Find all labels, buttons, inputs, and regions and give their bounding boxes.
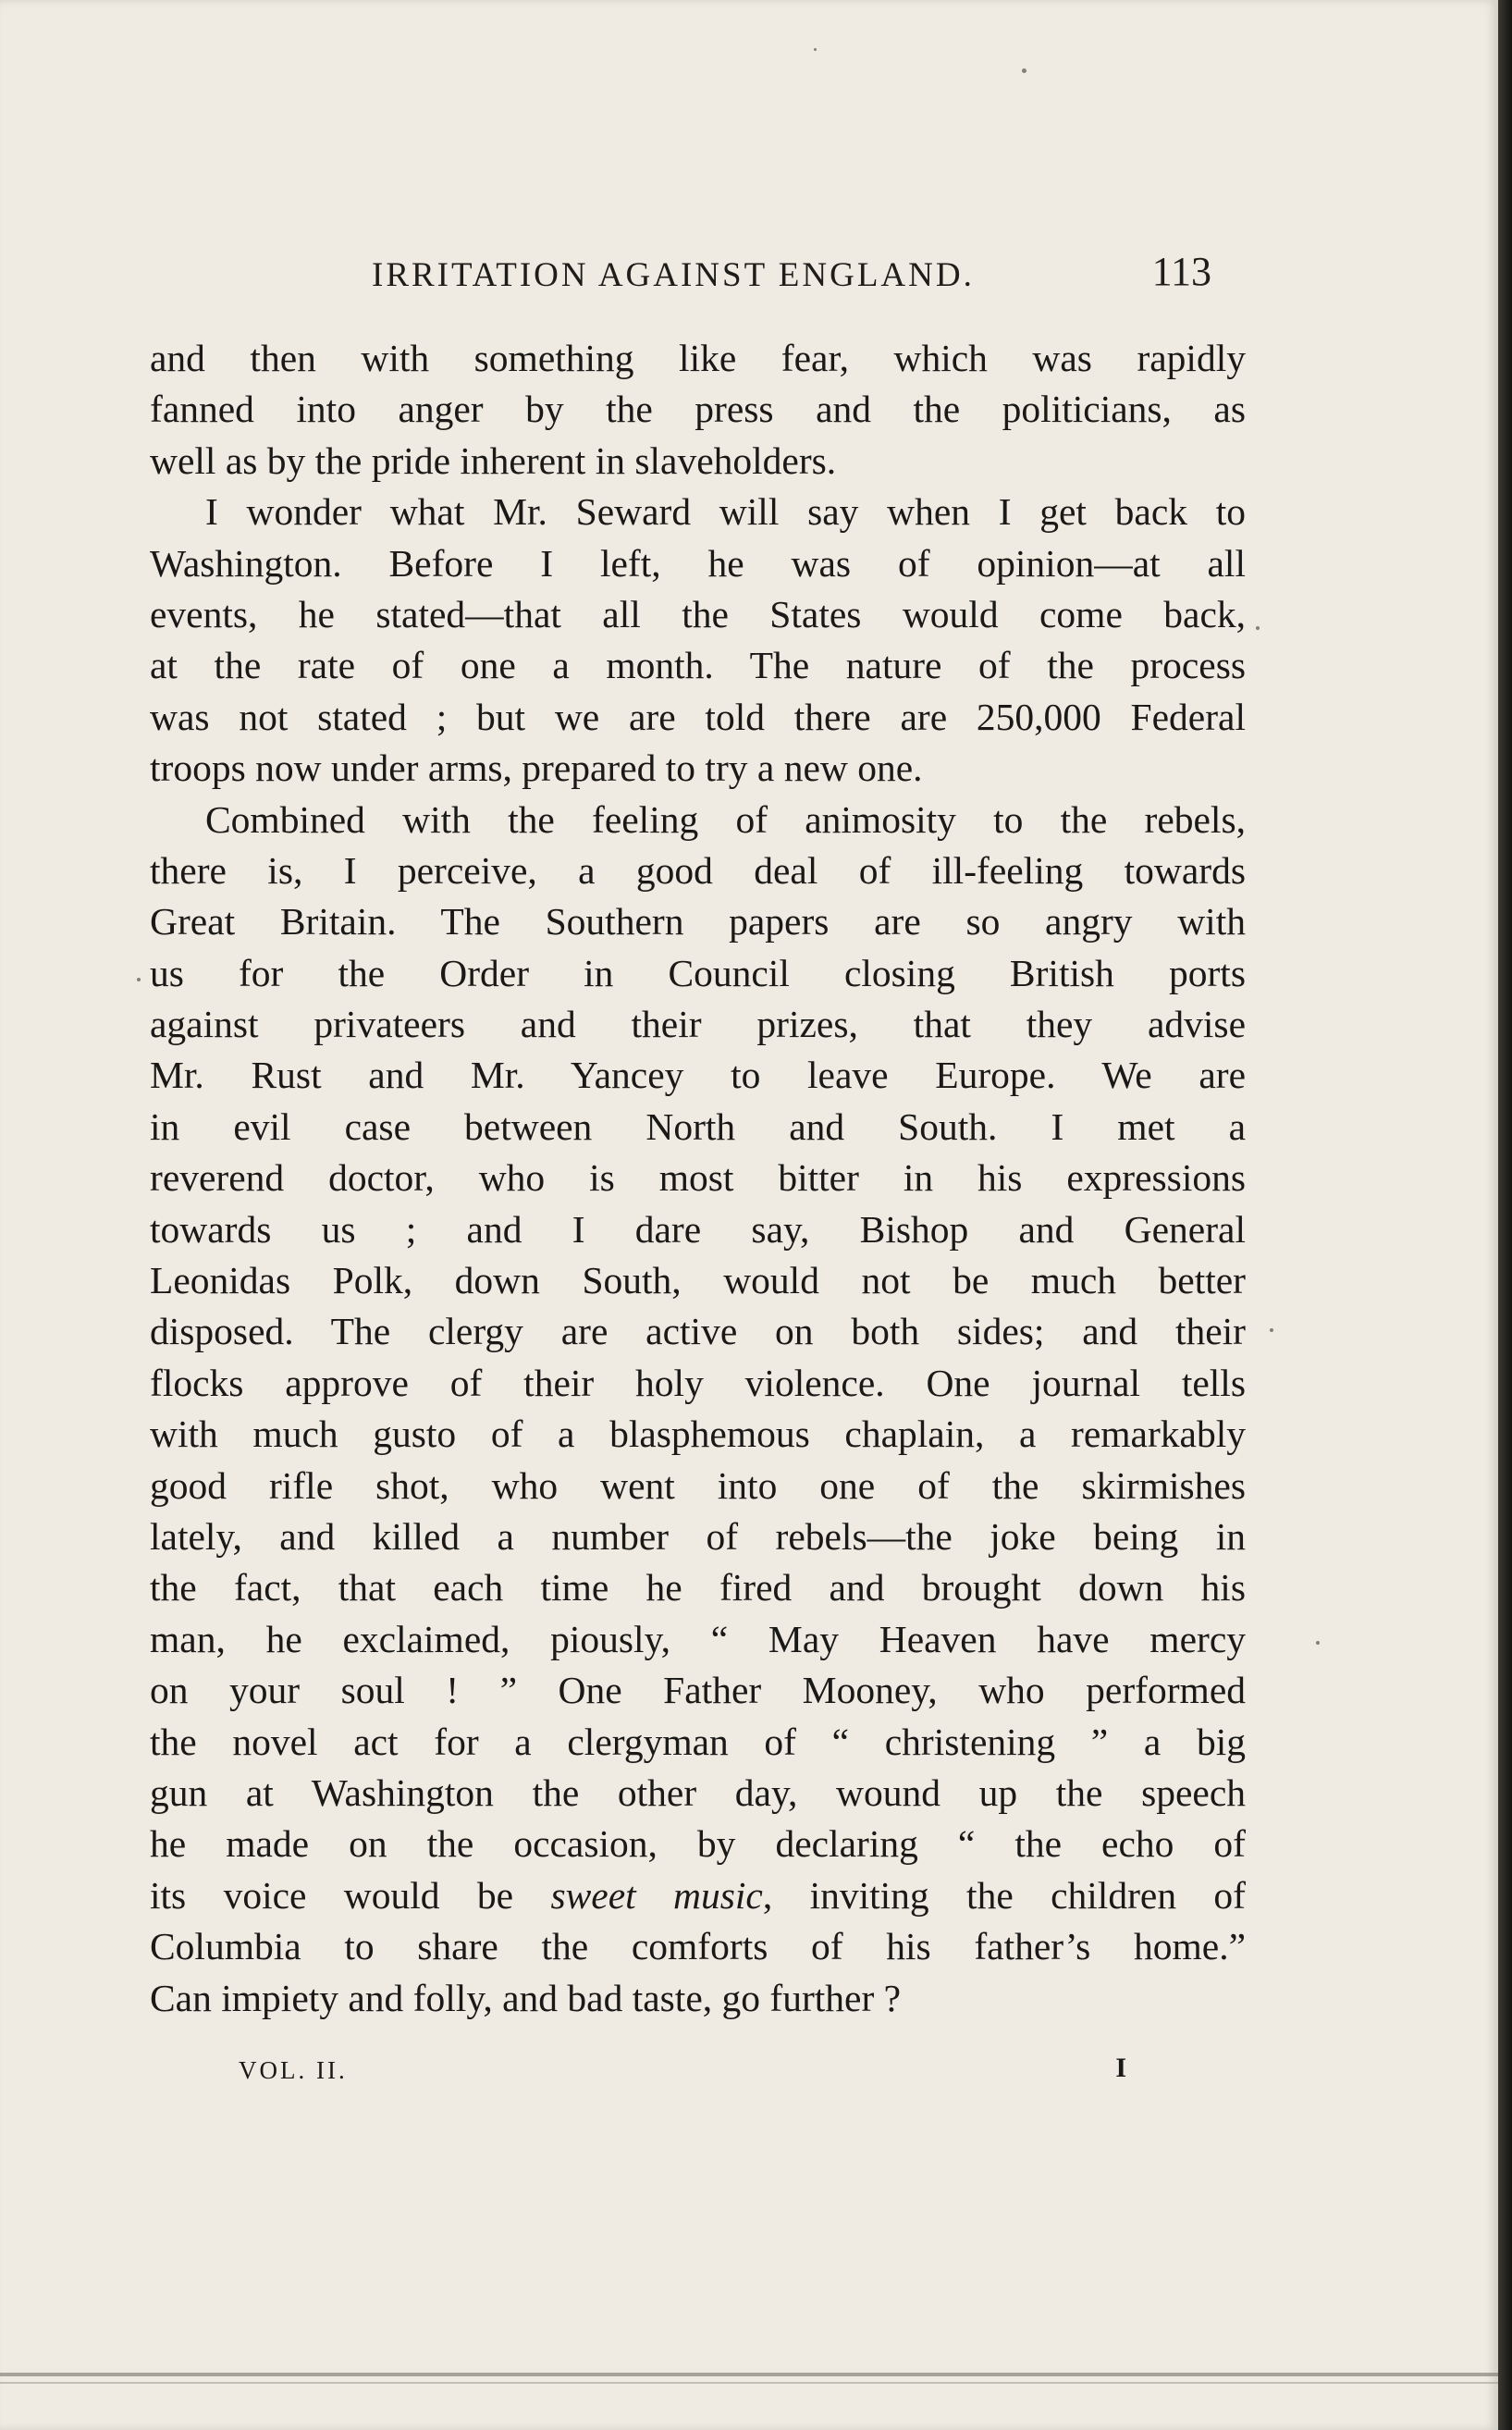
- paper-speck: [1316, 1641, 1320, 1645]
- text-line: on your soul ! ” One Father Mooney, who performed: [150, 1669, 1246, 1712]
- paragraph-first-line: I wonder what Mr. Seward will say when I get back to: [205, 490, 1246, 534]
- text-line: its voice would be sweet music, inviting the children of: [150, 1873, 1246, 1917]
- page-number: 113: [1151, 249, 1211, 294]
- text-line: Washington. Before I left, he was of opinion—at all: [150, 541, 1246, 585]
- volume-label: VOL. II.: [239, 2056, 348, 2084]
- text-line: lately, and killed a number of rebels—the joke being in: [150, 1514, 1246, 1558]
- text-line: was not stated ; but we are told there are 250,000 Federal: [150, 695, 1246, 738]
- text-line: Can impiety and folly, and bad taste, go further ?: [150, 1976, 902, 2019]
- text-line: in evil case between North and South. I met a: [150, 1104, 1246, 1148]
- text-line: the novel act for a clergyman of “ christening ” a big: [150, 1720, 1246, 1763]
- text-line: flocks approve of their holy violence. One journal tells: [150, 1361, 1246, 1404]
- bottom-edge-line: [0, 2382, 1498, 2384]
- paper-speck: [1022, 68, 1026, 73]
- paper-speck: [814, 48, 817, 51]
- text-line: against privateers and their prizes, that they advise: [150, 1003, 1246, 1046]
- text-line: Leonidas Polk, down South, would not be much better: [150, 1259, 1246, 1302]
- page-footer: [239, 2053, 1126, 2093]
- text-line: troops now under arms, prepared to try a new one.: [150, 746, 923, 790]
- page-right-edge-shadow: [1498, 0, 1512, 2430]
- text-line: us for the Order in Council closing British ports: [150, 951, 1246, 994]
- text-line: and then with something like fear, which was rapidly: [150, 337, 1246, 379]
- text-line: events, he stated—that all the States would come back,: [150, 592, 1246, 635]
- bottom-edge-line: [0, 2373, 1498, 2376]
- text-line: he made on the occasion, by declaring “ the echo of: [150, 1822, 1246, 1866]
- text-line: Great Britain. The Southern papers are so angry with: [150, 900, 1246, 944]
- text-line: reverend doctor, who is most bitter in his expressions: [150, 1156, 1246, 1200]
- text-line: disposed. The clergy are active on both sides; and their: [150, 1310, 1246, 1353]
- text-line: towards us ; and I dare say, Bishop and General: [150, 1207, 1246, 1251]
- text-line: at the rate of one a month. The nature of the process: [150, 644, 1246, 687]
- body-text: [150, 333, 1246, 2024]
- text-line: good rifle shot, who went into one of the skirmishes: [150, 1463, 1246, 1507]
- text-line: fanned into anger by the press and the politicians, as: [150, 388, 1246, 431]
- text-line: Columbia to share the comforts of his father’s home.”: [150, 1925, 1246, 1968]
- text-line: Mr. Rust and Mr. Yancey to leave Europe. We are: [150, 1054, 1246, 1097]
- text-line: man, he exclaimed, piously, “ May Heaven have mercy: [150, 1617, 1246, 1660]
- text-line: there is, I perceive, a good deal of ill-feeling towards: [150, 848, 1246, 892]
- paper-speck: [1256, 626, 1260, 630]
- text-line: the fact, that each time he fired and brought down his: [150, 1566, 1246, 1610]
- italic-phrase: sweet music: [550, 1873, 763, 1917]
- running-title: IRRITATION AGAINST ENGLAND.: [372, 256, 975, 294]
- running-head: [157, 248, 1221, 303]
- paper-speck: [1270, 1328, 1273, 1332]
- text-line: gun at Washington the other day, wound up the speech: [150, 1770, 1246, 1814]
- text-line: with much gusto of a blasphemous chaplain, a remarkably: [150, 1412, 1246, 1456]
- paper-speck: [137, 978, 141, 981]
- text-line: well as by the pride inherent in slaveholders.: [150, 438, 837, 482]
- paragraph-first-line: Combined with the feeling of animosity to the rebels,: [205, 797, 1246, 841]
- signature-mark: I: [1115, 2053, 1126, 2083]
